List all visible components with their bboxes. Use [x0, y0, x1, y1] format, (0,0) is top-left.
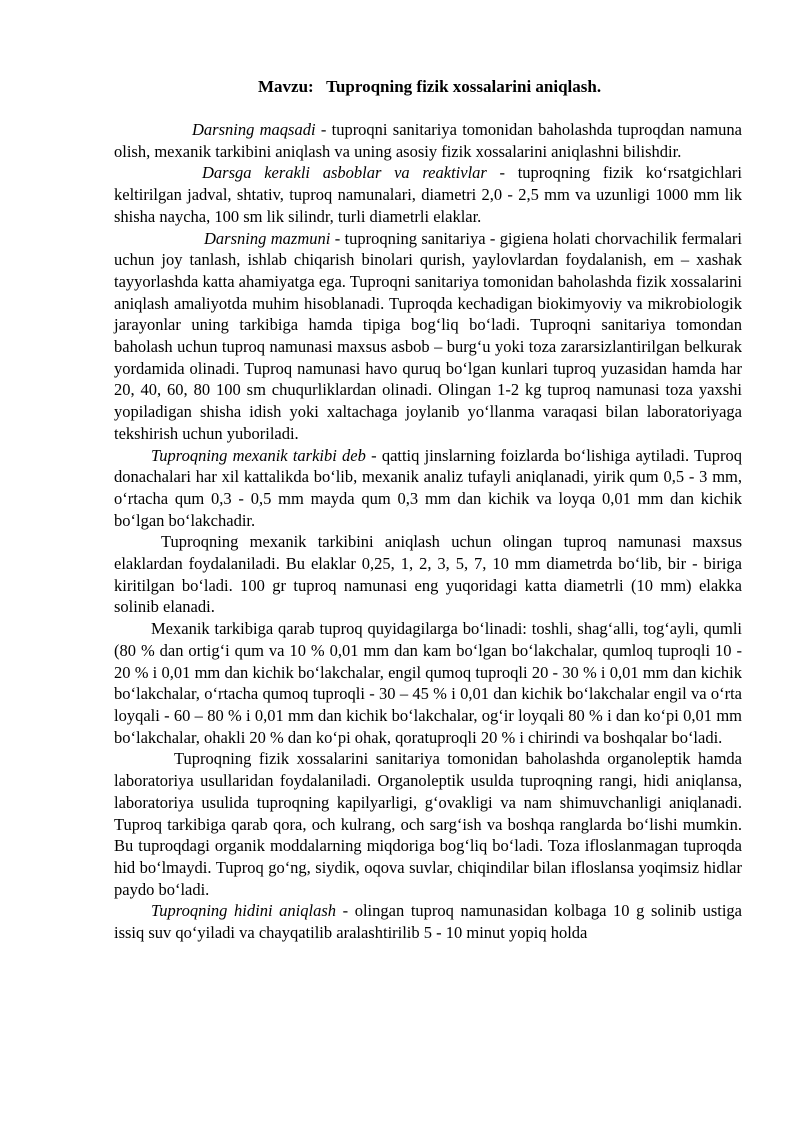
- paragraph-term: Darsga kerakli asboblar va reaktivlar: [202, 163, 487, 183]
- paragraph-term: Tuproqning mexanik tarkibi deb: [151, 445, 366, 465]
- paragraph-purpose: [114, 119, 742, 162]
- paragraph-text: Tuproqning mexanik tarkibini aniqlash uchun olingan tuproq namunasi maxsus elaklardan foydalaniladi. Bu elaklar 0,25, 1, 2, 3, 5, 7, 10 mm diametrda boʻlib, bir - biriga kiritilgan boʻladi. 100 gr tuproq namunasi eng yuqoridagi katta diametrli (10 mm) elakka solinib elanadi.: [114, 532, 742, 617]
- paragraph-content: [114, 228, 742, 445]
- paragraph-text: Mexanik tarkibiga qarab tuproq quyidagilarga boʻlinadi: toshli, shagʻalli, togʻayli, qumli (80 % dan ortigʻi qum va 10 % 0,01 mm dan kam boʻlgan boʻlakchalar, qumloq tuproqli 10 - 20 % i 0,01 mm dan kichik boʻlakchalar, engil qumoq tuproqli 20 - 30 % i 0,01 mm dan kichik boʻlakchalar, oʻrtacha qumoq tuproqli - 30 – 45 % i 0,01 dan kichik boʻlakchalar engil va oʻrta loyqali - 60 – 80 % i 0,01 mm dan kichik boʻlakchalar, ogʻir loyqali 80 % i dan koʻpi 0,01 mm boʻlakchalar, ohakli 20 % dan koʻpi ohak, qoratuproqli 20 % i chirindi va boshqalar boʻladi.: [114, 619, 742, 747]
- paragraph-mechanical-composition: [114, 445, 742, 532]
- paragraph-term: Darsning mazmuni: [204, 228, 331, 248]
- paragraph-sieves: [114, 531, 742, 618]
- paragraph-physical-properties: [114, 748, 742, 900]
- paragraph-text: - olingan tuproq namunasidan kolbaga 10 g solinib ustiga issiq suv qoʻyiladi va chayqatilib aralashtirilib 5 - 10 minut yopiq holda: [114, 901, 742, 943]
- paragraph-odor-detection: [114, 900, 742, 943]
- paragraph-text: - tuproqning fizik koʻrsatgichlari keltirilgan jadval, shtativ, tuproq namunalari, diametri 2,0 - 2,5 mm va uzunligi 1000 mm lik shisha naycha, 100 sm lik silindr, turli diametrli elaklar.: [114, 163, 742, 226]
- paragraph-text: - tuproqning sanitariya - gigiena holati chorvachilik fermalari uchun joy tanlash, ishlab chiqarish binolari qurish, yaylovlardan foydalanish, em – xashak tayyorlashda katta ahamiyatga ega. Tuproqni sanitariya tomonidan baholashda fizik xossalarini aniqlash amaliyotda muhim hisoblanadi. Tuproqda kechadigan biokimyoviy va mikrobiologik jarayonlar uning tarkibiga hamda tipiga bogʻliq boʻladi. Tuproqni sanitariya tomondan baholash uchun tuproq namunasi maxsus asbob – burgʻu yoki toza zararsizlantirilgan belkurak yordamida olinadi. Tuproq namunasi havo quruq boʻlgan kunlari tuproq yuzasidan hamda har 20, 40, 60, 80 100 sm chuqurliklardan olinadi. Olingan 1-2 kg tuproq namunasi toza yaxshi yopiladigan shisha idish yoki xaltachaga joylanib yoʻllanma varaqasi bilan laboratoriyaga tekshirish uchun yuboriladi.: [114, 228, 743, 443]
- paragraph-text: - tuproqni sanitariya tomonidan baholashda tuproqdan namuna olish, mexanik tarkibini aniqlash va uning asosiy fizik xossalarini aniqlashni bilishdir.: [114, 120, 742, 161]
- page-title: Mavzu: Tuproqning fizik xossalarini aniqlash.: [258, 77, 602, 96]
- paragraph-equipment: [114, 162, 742, 227]
- paragraph-text: - qattiq jinslarning foizlarda boʻlishiga aytiladi. Tuproq donachalari har xil kattalikda boʻlib, mexanik analiz tufayli aniqlanadi, yirik qum 0,5 - 3 mm, oʻrtacha qum 0,3 - 0,5 mm mayda qum 0,3 mm dan kichik va loyqa 0,01 mm dan kichik boʻlgan boʻlakchadir.: [114, 445, 742, 530]
- paragraph-text: Tuproqning fizik xossalarini sanitariya tomonidan baholashda organoleptik hamda laboratoriya usullaridan foydalaniladi. Organoleptik usulda tuproqning rangi, hidi aniqlansa, laboratoriya usulida tuproqning kapilyarligi, gʻovakligi va nam shimuvchanligi aniqlanadi. Tuproq tarkibiga qarab qora, och kulrang, och sargʻish va boshqa ranglarda boʻlishi mumkin. Bu tuproqdagi organik moddalarning miqdoriga bogʻliq boʻladi. Toza ifloslanmagan tuproqda hid boʻlmaydi. Tuproq goʻng, siydik, oqova suvlar, chiqindilar bilan ifloslansa yoqimsiz hidlar paydo boʻladi.: [114, 749, 742, 899]
- paragraph-term: Darsning maqsadi: [192, 120, 316, 139]
- paragraph-soil-types: [114, 618, 742, 748]
- document-body: [114, 119, 742, 944]
- paragraph-term: Tuproqning hidini aniqlash: [151, 901, 336, 921]
